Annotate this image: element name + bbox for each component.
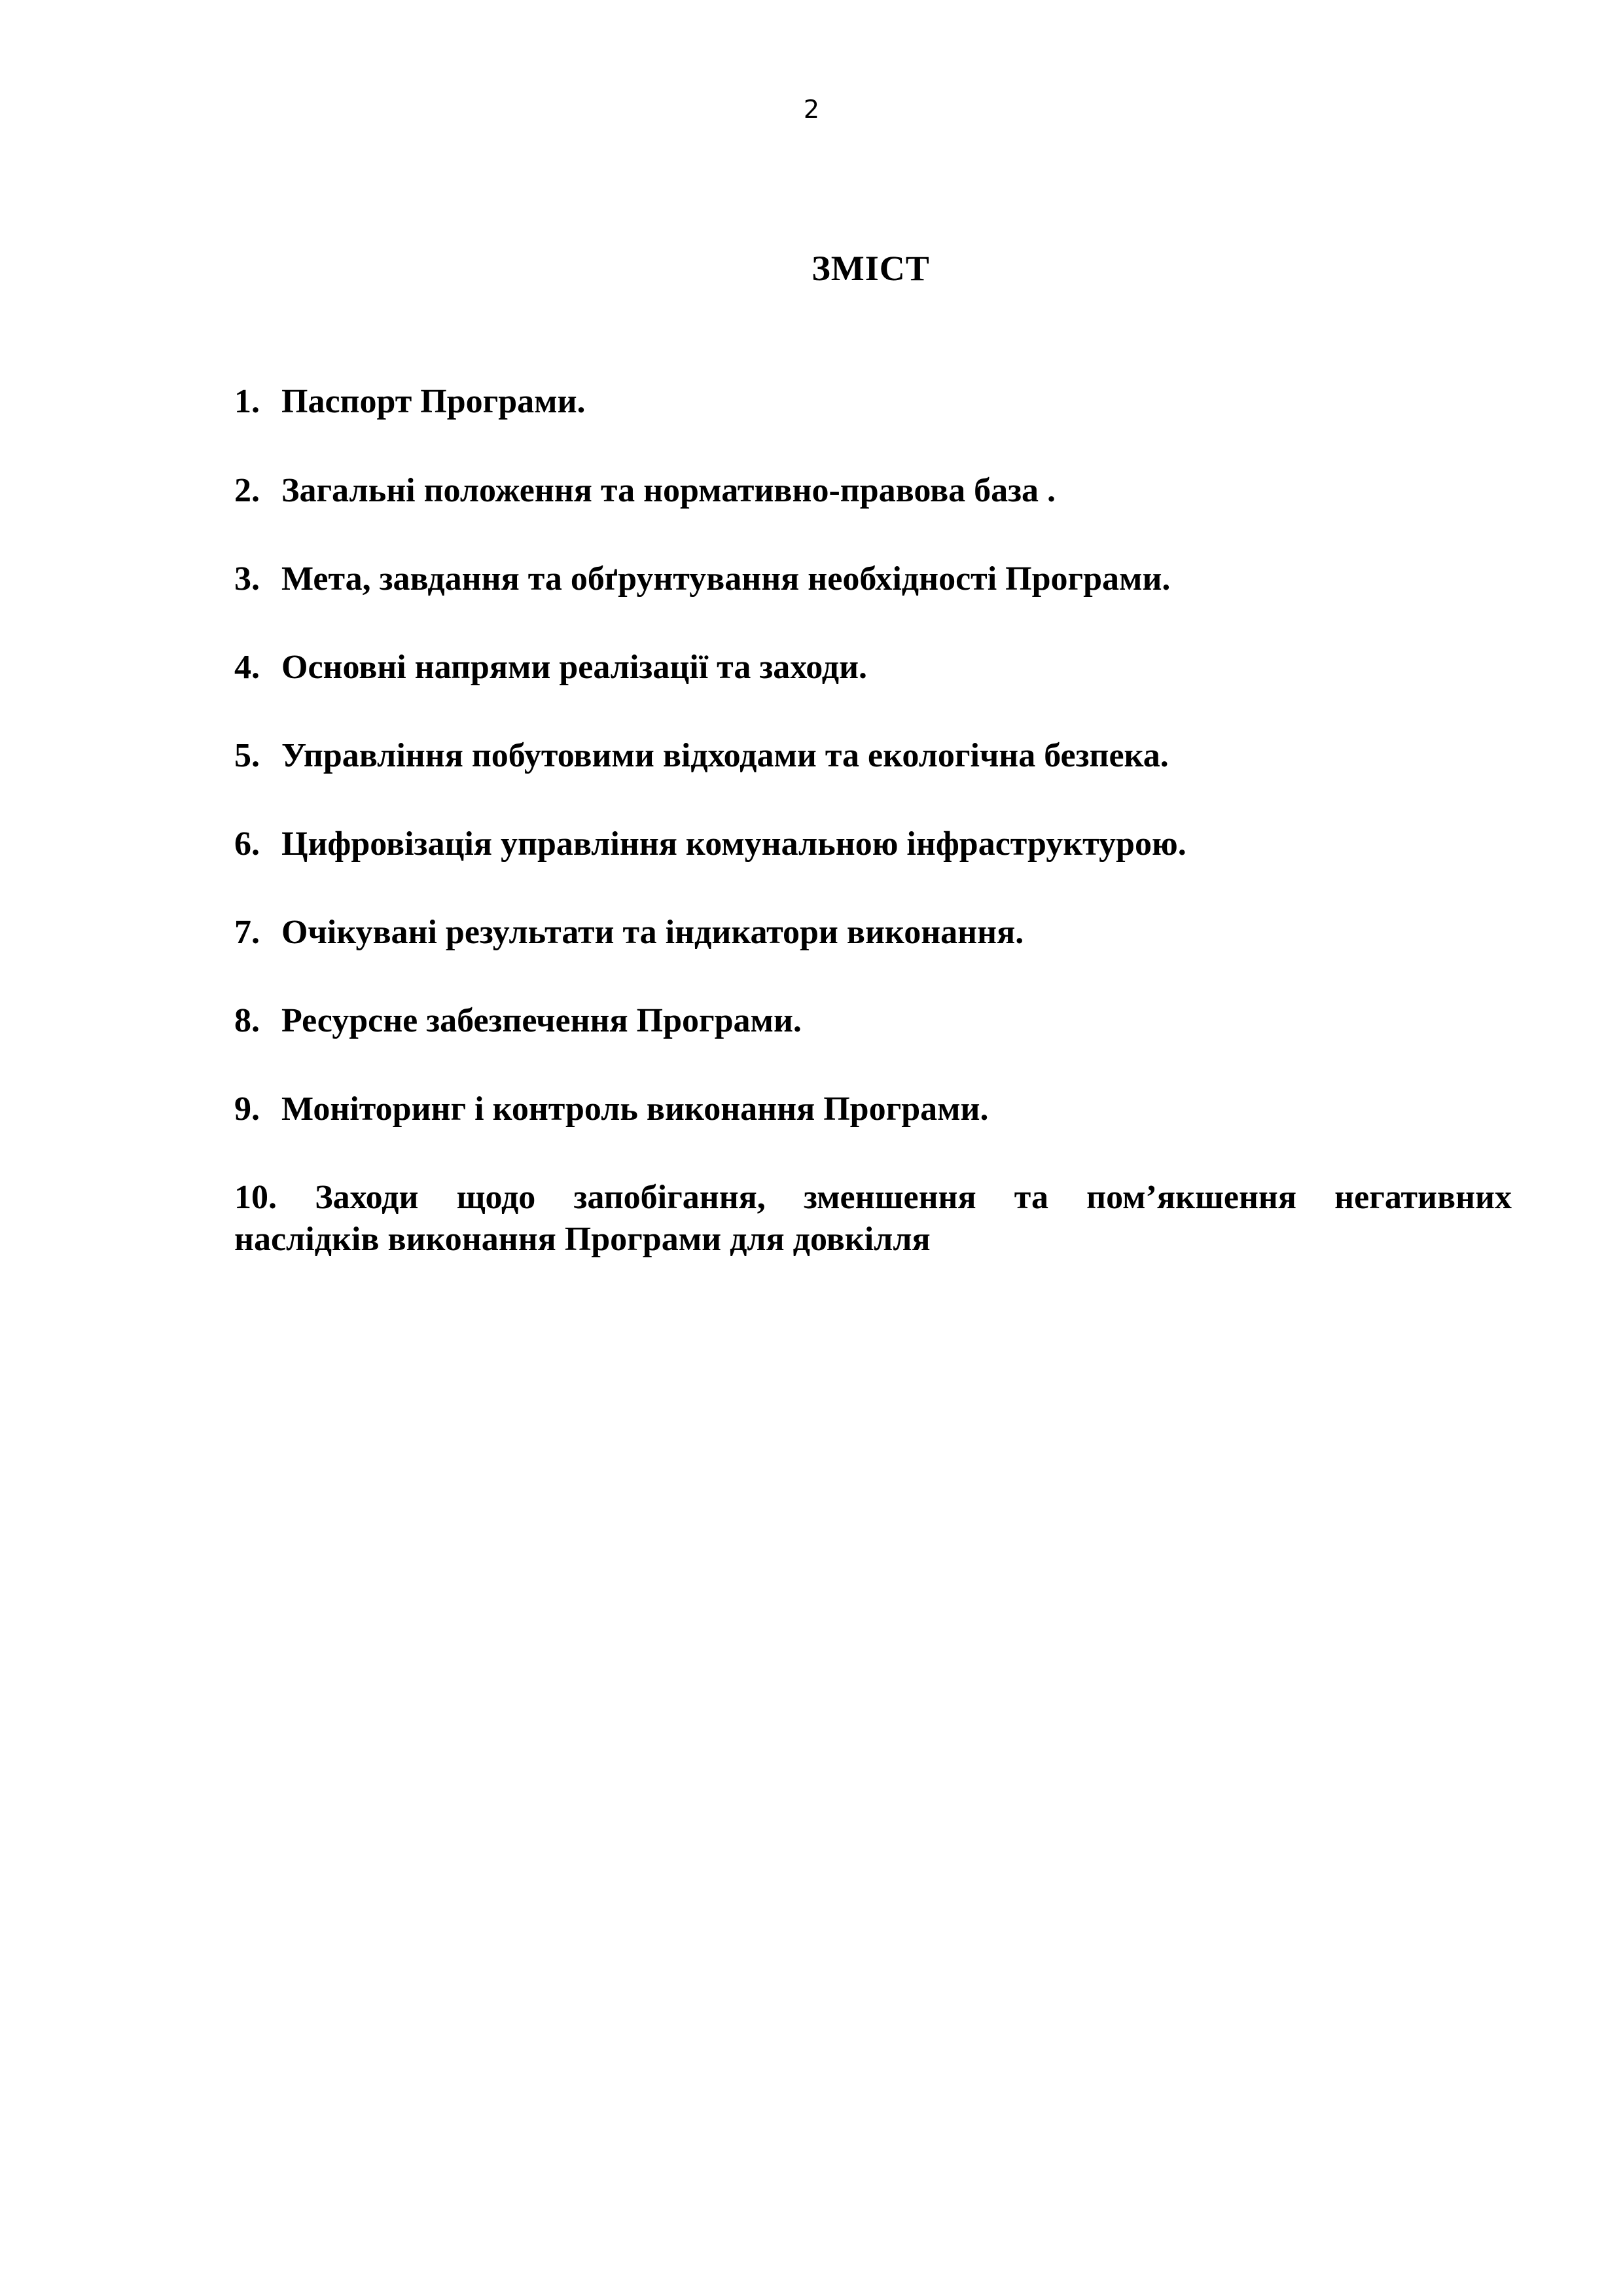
toc-item-4: [234, 647, 1512, 689]
page-title: ЗМІСТ: [812, 249, 930, 288]
toc-item-text: Очікувані результати та індикатори виконання.: [281, 914, 1024, 951]
toc-item-text: Загальні положення та нормативно-правова база .: [281, 472, 1056, 509]
toc-item-text: Цифровізація управління комунальною інфраструктурою.: [281, 825, 1186, 863]
toc-item-2: [234, 470, 1512, 512]
toc-item-number: 8.: [234, 1002, 260, 1039]
toc-item-number: 7.: [234, 914, 260, 951]
toc-item-number: 2.: [234, 472, 260, 509]
toc-item-number: 9.: [234, 1090, 260, 1128]
toc-item-10: [234, 1177, 1512, 1261]
toc-item-text: Паспорт Програми.: [281, 383, 586, 420]
toc-item-text: Ресурсне забезпечення Програми.: [281, 1002, 802, 1039]
toc-item-line: [234, 1177, 1512, 1219]
toc-item-8: [234, 1000, 1512, 1042]
toc-item-9: [234, 1088, 1512, 1130]
toc-item-number: 5.: [234, 737, 260, 774]
toc-item-text: Моніторинг і контроль виконання Програми.: [281, 1090, 989, 1128]
page-number: 2: [803, 95, 820, 124]
toc-item-number: 6.: [234, 825, 260, 863]
toc-item-1: [234, 381, 1512, 423]
toc-item-text: Мета, завдання та обґрунтування необхідності Програми.: [281, 560, 1171, 598]
toc-item-number: 1.: [234, 383, 260, 420]
toc-item-5: [234, 735, 1512, 777]
toc-item-number: 4.: [234, 649, 260, 686]
toc-item-3: [234, 558, 1512, 600]
toc-item-number: 10.: [234, 1179, 277, 1216]
toc-item-number: 3.: [234, 560, 260, 598]
toc-item-text: Основні напрями реалізації та заходи.: [281, 649, 868, 686]
toc-item-text: Заходи щодо запобігання, зменшення та пом’якшення негативних: [315, 1179, 1512, 1216]
toc-item-7: [234, 912, 1512, 954]
toc-item-6: [234, 823, 1512, 865]
toc-item-text-continuation: наслідків виконання Програми для довкілля: [234, 1221, 931, 1258]
toc-item-text: Управління побутовими відходами та екологічна безпека.: [281, 737, 1169, 774]
